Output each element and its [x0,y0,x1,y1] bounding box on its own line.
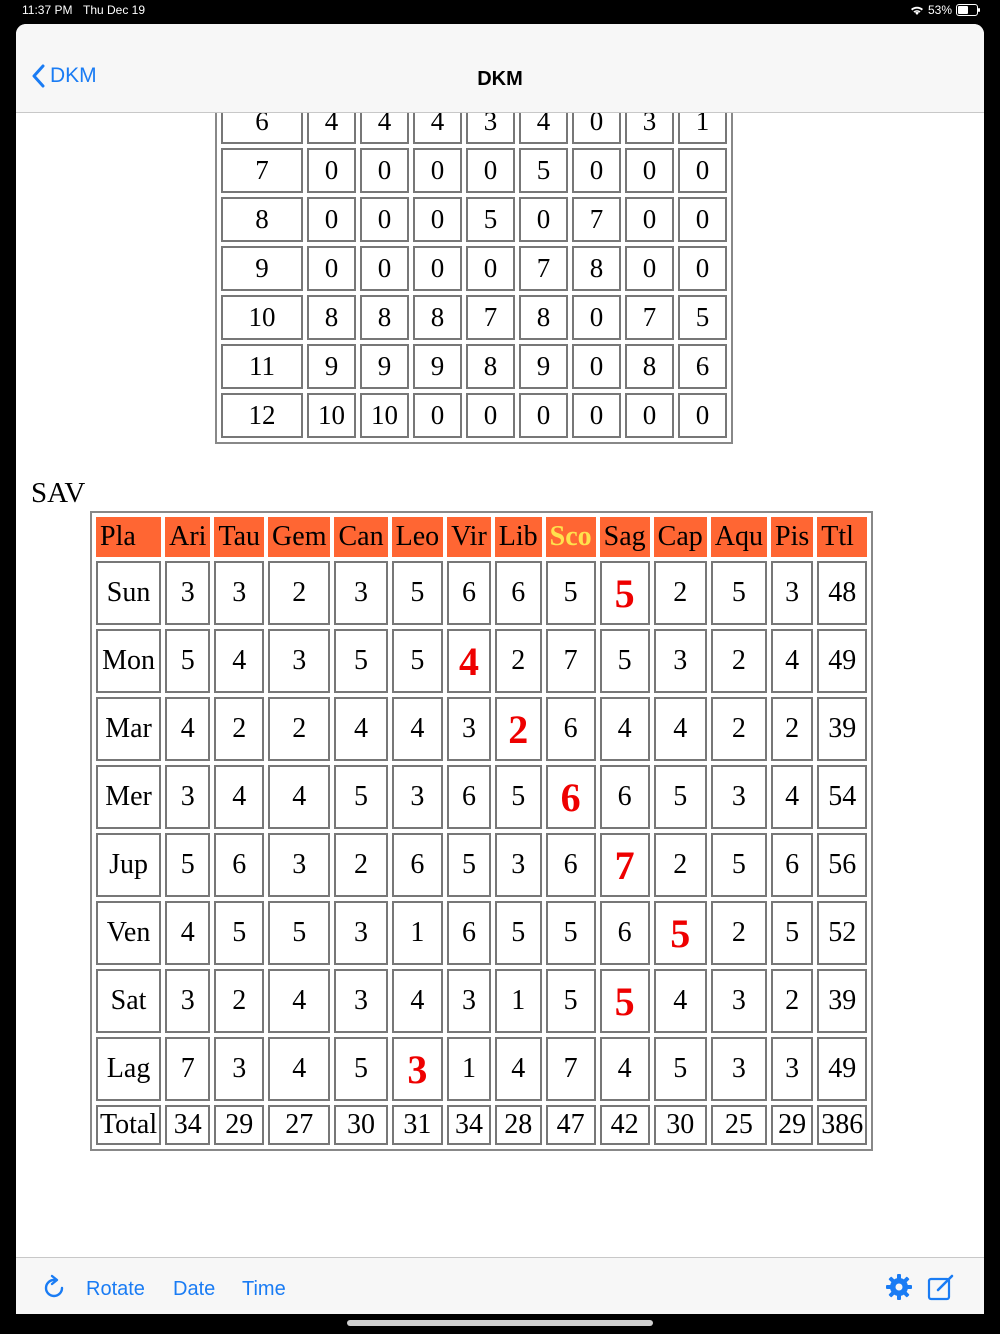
table-cell: 0 [678,393,727,438]
table-cell: 7 [519,246,568,291]
table-cell: 0 [625,148,674,193]
table-cell: 2 [711,901,767,965]
table-cell: 5 [519,148,568,193]
table-cell: 6 [495,561,542,625]
table-cell: 5 [654,901,707,965]
table-cell: 4 [214,765,264,829]
table-cell: 1 [392,901,444,965]
table-cell: 3 [711,969,767,1033]
table-cell: 5 [334,1037,387,1101]
table-cell: 2 [495,629,542,693]
table-cell: 386 [817,1105,867,1145]
table-cell: 52 [817,901,867,965]
table-cell: 29 [771,1105,813,1145]
table-cell: 6 [447,765,491,829]
table-cell: 3 [268,629,330,693]
table-cell: 3 [334,561,387,625]
table-cell: 8 [413,295,462,340]
table-cell: 5 [771,901,813,965]
table-cell: 2 [214,969,264,1033]
table-cell: 3 [625,113,674,144]
table-cell: 42 [600,1105,650,1145]
table-cell: 2 [214,697,264,761]
table-row [221,295,727,340]
table-cell: 6 [221,113,303,144]
table-row [96,901,867,965]
table-cell: 2 [711,697,767,761]
column-header: Sag [600,517,650,557]
table-cell: 5 [495,901,542,965]
table-cell: 0 [413,197,462,242]
column-header: Gem [268,517,330,557]
table-cell: 8 [360,295,409,340]
table-cell: 3 [334,901,387,965]
table-row [96,765,867,829]
table-cell: 48 [817,561,867,625]
page-title: DKM [477,68,523,90]
table-row [221,113,727,144]
table-cell: 4 [334,697,387,761]
table-cell: 4 [654,697,707,761]
gear-icon[interactable] [884,1272,914,1302]
total-row [96,1105,867,1145]
table-cell: 0 [360,148,409,193]
table-cell: 4 [360,113,409,144]
table-cell: 3 [771,561,813,625]
table-cell: 0 [625,197,674,242]
table-cell: 3 [495,833,542,897]
rotate-icon[interactable] [40,1274,68,1302]
table-cell: 5 [268,901,330,965]
table-cell: 29 [214,1105,264,1145]
table-cell: 0 [572,295,621,340]
table-row [221,197,727,242]
table-cell: 7 [572,197,621,242]
table-cell: 6 [771,833,813,897]
table-cell: 4 [600,1037,650,1101]
table-cell: 10 [221,295,303,340]
table-cell: 2 [771,969,813,1033]
column-header: Sco [546,517,596,557]
table-cell: 3 [392,765,444,829]
table-row [96,561,867,625]
table-cell: 7 [600,833,650,897]
table-cell: 5 [447,833,491,897]
table-cell: 2 [654,833,707,897]
table-cell: 30 [334,1105,387,1145]
table-cell: 0 [519,393,568,438]
table-row [221,344,727,389]
table-cell: 7 [546,629,596,693]
wifi-icon [910,5,924,16]
table-cell: 0 [625,246,674,291]
table-cell: 0 [413,148,462,193]
table-cell: 3 [447,697,491,761]
table-cell: 0 [572,344,621,389]
column-header: Leo [392,517,444,557]
table-cell: 3 [165,561,210,625]
table-cell: 49 [817,629,867,693]
battery-percent: 53% [927,3,952,17]
table-cell: 3 [654,629,707,693]
table-row [96,969,867,1033]
table-cell: 6 [447,561,491,625]
table-cell: 2 [495,697,542,761]
row-label: Sat [96,969,161,1033]
table-cell: 27 [268,1105,330,1145]
table-cell: 4 [600,697,650,761]
table-cell: 4 [392,969,444,1033]
table-cell: 0 [678,148,727,193]
table-cell: 9 [221,246,303,291]
column-header: Ttl [817,517,867,557]
table-cell: 5 [711,833,767,897]
table-cell: 0 [466,393,515,438]
status-date: Thu Dec 19 [83,3,146,17]
table-cell: 8 [519,295,568,340]
table-row [221,148,727,193]
table-cell: 0 [466,148,515,193]
table-cell: 3 [771,1037,813,1101]
table-cell: 3 [711,765,767,829]
table-cell: 5 [600,629,650,693]
table-cell: 5 [165,629,210,693]
table-row [96,1037,867,1101]
table-cell: 28 [495,1105,542,1145]
table-cell: 8 [466,344,515,389]
table-cell: 5 [546,901,596,965]
table-cell: 5 [654,765,707,829]
table-cell: 0 [307,148,356,193]
table-cell: 7 [625,295,674,340]
table-cell: 6 [600,765,650,829]
table-cell: 8 [221,197,303,242]
table-cell: 6 [214,833,264,897]
table-cell: 5 [392,629,444,693]
table-cell: 4 [165,697,210,761]
table-cell: 47 [546,1105,596,1145]
table-cell: 4 [519,113,568,144]
table-cell: 4 [771,765,813,829]
table-cell: 0 [307,197,356,242]
column-header: Pis [771,517,813,557]
time-button[interactable]: Time [242,1278,286,1300]
table-cell: 0 [678,197,727,242]
status-right [910,3,978,17]
column-header: Pla [96,517,161,557]
table-cell: 0 [413,393,462,438]
rotate-button[interactable]: Rotate [86,1278,145,1300]
column-header: Cap [654,517,707,557]
table-cell: 3 [334,969,387,1033]
table-cell: 8 [625,344,674,389]
table-cell: 2 [268,697,330,761]
table-cell: 4 [165,901,210,965]
table-cell: 3 [165,765,210,829]
table-cell: 1 [678,113,727,144]
sav-heading: SAV [31,477,86,509]
table-cell: 30 [654,1105,707,1145]
status-bar [0,0,1000,22]
table-cell: 6 [600,901,650,965]
table-cell: 5 [334,629,387,693]
table-cell: 3 [392,1037,444,1101]
table-cell: 2 [268,561,330,625]
table-cell: 5 [600,969,650,1033]
table-cell: 25 [711,1105,767,1145]
table-cell: 5 [546,561,596,625]
table-cell: 34 [447,1105,491,1145]
table-cell: 0 [519,197,568,242]
column-header: Lib [495,517,542,557]
table-cell: 0 [678,246,727,291]
table-cell: 0 [466,246,515,291]
web-content[interactable] [16,113,984,1257]
table-cell: 6 [678,344,727,389]
table-cell: 5 [495,765,542,829]
table-cell: 6 [546,697,596,761]
app-window [16,24,984,1314]
table-cell: 6 [392,833,444,897]
navigation-bar [16,24,984,113]
table-cell: 3 [268,833,330,897]
table-cell: 3 [711,1037,767,1101]
table-cell: 8 [572,246,621,291]
table-cell: 0 [413,246,462,291]
table-cell: 1 [447,1037,491,1101]
row-label: Sun [96,561,161,625]
table-cell: 0 [625,393,674,438]
table-cell: 10 [307,393,356,438]
column-header: Vir [447,517,491,557]
home-indicator[interactable] [347,1320,653,1326]
row-label: Total [96,1105,161,1145]
table-cell: 7 [546,1037,596,1101]
table-cell: 5 [392,561,444,625]
table-cell: 5 [334,765,387,829]
table-cell: 9 [307,344,356,389]
table-cell: 6 [447,901,491,965]
table-cell: 9 [413,344,462,389]
table-cell: 11 [221,344,303,389]
table-cell: 3 [214,1037,264,1101]
table-cell: 7 [165,1037,210,1101]
table-cell: 54 [817,765,867,829]
table-cell: 2 [771,697,813,761]
column-header: Aqu [711,517,767,557]
table-cell: 3 [466,113,515,144]
table-row [96,697,867,761]
row-label: Mon [96,629,161,693]
table-cell: 34 [165,1105,210,1145]
table-cell: 39 [817,697,867,761]
row-label: Jup [96,833,161,897]
column-header: Tau [214,517,264,557]
column-header: Ari [165,517,210,557]
table-row [96,629,867,693]
table-cell: 7 [221,148,303,193]
table-cell: 4 [447,629,491,693]
table-cell: 3 [214,561,264,625]
table-cell: 4 [413,113,462,144]
table-row [96,833,867,897]
table-cell: 31 [392,1105,444,1145]
sav-table [90,511,873,1151]
row-label: Lag [96,1037,161,1101]
table-cell: 6 [546,765,596,829]
battery-icon [956,4,978,16]
table-cell: 4 [268,1037,330,1101]
table-cell: 5 [600,561,650,625]
table-cell: 4 [307,113,356,144]
table-cell: 0 [360,246,409,291]
table-cell: 5 [711,561,767,625]
table-cell: 2 [711,629,767,693]
table-cell: 56 [817,833,867,897]
table-cell: 4 [214,629,264,693]
table-cell: 5 [678,295,727,340]
table-cell: 5 [546,969,596,1033]
table-cell: 12 [221,393,303,438]
table-cell: 4 [654,969,707,1033]
table-cell: 5 [165,833,210,897]
table-cell: 4 [268,765,330,829]
table-cell: 39 [817,969,867,1033]
table-cell: 5 [654,1037,707,1101]
table-cell: 49 [817,1037,867,1101]
table-cell: 6 [546,833,596,897]
table-cell: 9 [360,344,409,389]
table-cell: 0 [360,197,409,242]
row-label: Mer [96,765,161,829]
bottom-toolbar [16,1257,984,1314]
table-cell: 5 [466,197,515,242]
table-cell: 10 [360,393,409,438]
table-row [221,246,727,291]
table-cell: 0 [572,148,621,193]
table-cell: 9 [519,344,568,389]
table-cell: 0 [572,393,621,438]
table-cell: 8 [307,295,356,340]
table-cell: 0 [307,246,356,291]
row-label: Mar [96,697,161,761]
table-cell: 4 [495,1037,542,1101]
table-cell: 3 [447,969,491,1033]
table-row [221,393,727,438]
table-cell: 1 [495,969,542,1033]
table-cell: 0 [572,113,621,144]
table-cell: 2 [334,833,387,897]
compose-icon[interactable] [926,1272,956,1302]
table-cell: 7 [466,295,515,340]
status-time: 11:37 PM [22,3,73,17]
row-label: Ven [96,901,161,965]
table-cell: 4 [771,629,813,693]
table-cell: 3 [165,969,210,1033]
table-cell: 4 [268,969,330,1033]
back-label: DKM [50,64,97,87]
table-cell: 2 [654,561,707,625]
table-cell: 5 [214,901,264,965]
table-cell: 4 [392,697,444,761]
bhava-table [215,113,733,444]
date-button[interactable]: Date [173,1278,216,1300]
column-header: Can [334,517,387,557]
